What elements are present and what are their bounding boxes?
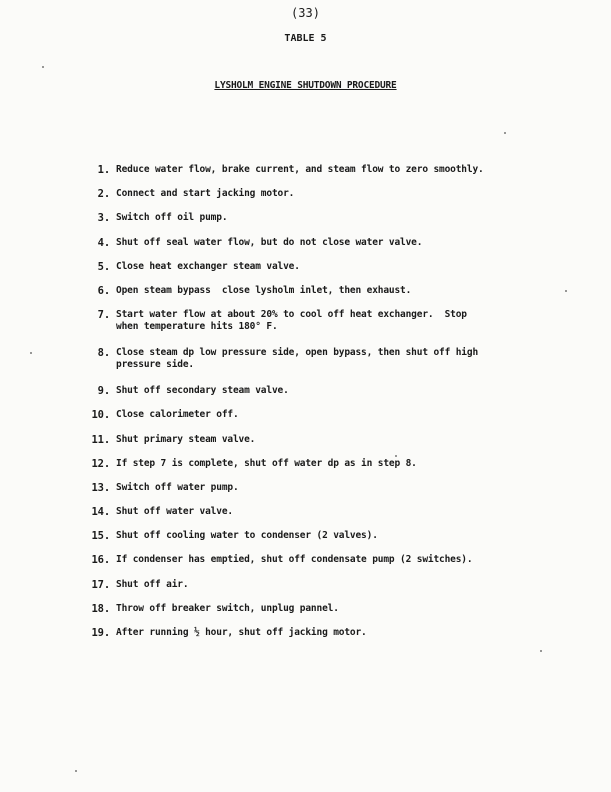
procedure-step: [88, 385, 608, 397]
step-text: Open steam bypass close lysholm inlet, then exhaust.: [116, 284, 412, 296]
step-number: 10.: [91, 409, 110, 422]
step-number: 12.: [91, 457, 110, 470]
page-title: LYSHOLM ENGINE SHUTDOWN PROCEDURE: [214, 80, 397, 91]
step-text: Connect and start jacking motor.: [116, 188, 295, 200]
step-number: 18.: [91, 602, 110, 615]
step-number: 15.: [91, 530, 110, 543]
step-number: 2.: [97, 188, 110, 201]
step-number: 5.: [97, 260, 110, 273]
step-text: Throw off breaker switch, unplug pannel.: [116, 602, 339, 614]
page-number: (33): [291, 6, 320, 20]
procedure-step: [88, 309, 608, 333]
procedure-step: [88, 237, 608, 249]
step-number: 16.: [91, 554, 110, 567]
step-text: Close calorimeter off.: [116, 409, 239, 421]
step-text: Switch off oil pump.: [116, 212, 228, 224]
step-text: Shut off secondary steam valve.: [116, 385, 289, 397]
procedure-step: [88, 434, 608, 446]
procedure-step: [88, 188, 608, 200]
step-text: Shut off cooling water to condenser (2 valves).: [116, 530, 378, 542]
step-text: Shut off seal water flow, but do not close water valve.: [116, 236, 423, 248]
procedure-step: [88, 409, 608, 421]
step-text: Close heat exchanger steam valve.: [116, 260, 300, 272]
step-text: After running ½ hour, shut off jacking motor.: [116, 627, 367, 638]
scan-speck: [30, 352, 32, 354]
scan-speck: [504, 132, 506, 134]
procedure-steps-list: [88, 164, 608, 651]
step-text: Reduce water flow, brake current, and steam flow to zero smoothly.: [116, 164, 484, 175]
step-number: 17.: [91, 578, 110, 591]
step-number: 4.: [97, 236, 110, 249]
step-text: If step 7 is complete, shut off water dp as in step 8.: [116, 457, 417, 469]
step-text: Shut primary steam valve.: [116, 433, 256, 445]
procedure-step: [88, 506, 608, 518]
step-number: 19.: [91, 627, 110, 639]
procedure-step: [88, 554, 608, 566]
step-text: If condenser has emptied, shut off condensate pump (2 switches).: [116, 554, 473, 566]
step-number: 9.: [97, 385, 110, 398]
step-text: Start water flow at about 20% to cool off heat exchanger. Stop when temperature hits 180° F.: [116, 309, 467, 333]
procedure-step: [88, 458, 608, 470]
step-number: 14.: [91, 506, 110, 519]
step-number: 11.: [91, 433, 110, 446]
step-text: Close steam dp low pressure side, open bypass, then shut off high pressure side.: [116, 347, 479, 371]
table-label: TABLE 5: [284, 33, 327, 44]
procedure-step: [88, 579, 608, 591]
step-number: 13.: [91, 481, 110, 494]
procedure-step: [88, 530, 608, 542]
step-text: Switch off water pump.: [116, 481, 239, 493]
scan-speck: [565, 290, 567, 292]
procedure-step: [88, 627, 608, 639]
step-text: Shut off air.: [116, 578, 189, 590]
procedure-step: [88, 164, 608, 176]
step-number: 3.: [97, 212, 110, 225]
step-number: 8.: [97, 347, 110, 360]
procedure-step: [88, 347, 608, 371]
procedure-step: [88, 212, 608, 224]
step-number: 7.: [97, 309, 110, 322]
step-number: 6.: [97, 284, 110, 297]
procedure-step: [88, 261, 608, 273]
scan-speck: [540, 650, 542, 652]
scan-speck: [42, 66, 44, 68]
step-text: Shut off water valve.: [116, 506, 233, 518]
procedure-step: [88, 285, 608, 297]
scan-speck: [395, 455, 397, 457]
step-number: 1.: [97, 164, 110, 176]
procedure-step: [88, 603, 608, 615]
procedure-step: [88, 482, 608, 494]
scan-speck: [75, 770, 77, 772]
